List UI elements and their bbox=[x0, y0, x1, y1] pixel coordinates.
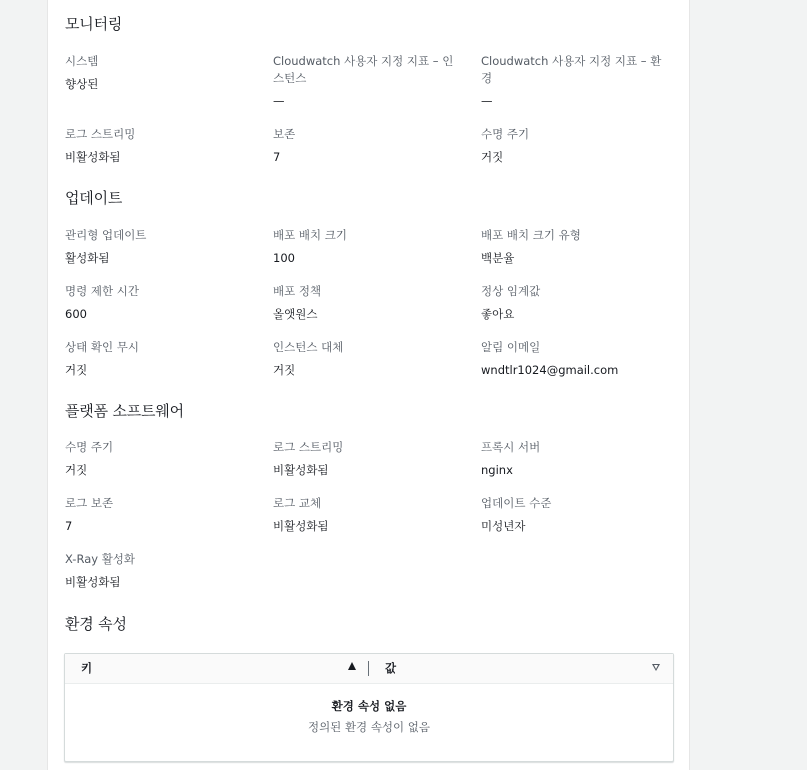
field-value: 비활성화됨 bbox=[273, 463, 329, 477]
field-monitoring-environment-metrics bbox=[481, 53, 671, 110]
field-value: 100 bbox=[273, 251, 295, 265]
field-monitoring-retention bbox=[273, 126, 463, 166]
field-value: 활성화됨 bbox=[65, 251, 110, 265]
field-label: Cloudwatch 사용자 지정 지표 – 인스턴스 bbox=[273, 54, 454, 85]
field-value: wndtlr1024@gmail.com bbox=[481, 363, 619, 377]
field-label: 시스템 bbox=[65, 54, 99, 68]
field-value: 비활성화됨 bbox=[65, 150, 121, 164]
field-label: 업데이트 수준 bbox=[481, 496, 552, 510]
field-label: 인스턴스 대체 bbox=[273, 340, 344, 354]
field-log-rotation bbox=[273, 495, 463, 535]
column-header-key[interactable]: 키 bbox=[81, 661, 93, 675]
field-value: 비활성화됨 bbox=[273, 519, 329, 533]
field-command-timeout bbox=[65, 283, 255, 323]
field-label: 로그 보존 bbox=[65, 496, 114, 510]
section-title-monitoring: 모니터링 bbox=[65, 15, 123, 33]
field-label: 배포 배치 크기 bbox=[273, 228, 347, 242]
field-value: 거짓 bbox=[65, 463, 88, 477]
empty-state-title: 환경 속성 없음 bbox=[331, 699, 407, 713]
field-label: 로그 스트리밍 bbox=[273, 440, 344, 454]
field-value: 거짓 bbox=[65, 363, 88, 377]
field-label: 보존 bbox=[273, 127, 296, 141]
field-value: — bbox=[273, 94, 285, 108]
field-value: 백분율 bbox=[481, 251, 515, 265]
section-title-environment-properties: 환경 속성 bbox=[65, 615, 127, 633]
sort-ascending-icon[interactable] bbox=[348, 662, 356, 670]
field-label: 로그 스트리밍 bbox=[65, 127, 136, 141]
field-label: 수명 주기 bbox=[65, 440, 114, 454]
field-label: 로그 교체 bbox=[273, 496, 322, 510]
field-label: 상태 확인 무시 bbox=[65, 340, 139, 354]
field-xray-enabled bbox=[65, 551, 255, 591]
field-value: 향상된 bbox=[65, 77, 99, 91]
field-value: 600 bbox=[65, 307, 87, 321]
field-label: Cloudwatch 사용자 지정 지표 – 환경 bbox=[481, 54, 662, 85]
field-label: X-Ray 활성화 bbox=[65, 552, 136, 566]
sort-descending-icon[interactable] bbox=[652, 664, 660, 671]
field-log-retention bbox=[65, 495, 255, 535]
field-monitoring-system bbox=[65, 53, 255, 93]
field-value: 비활성화됨 bbox=[65, 575, 121, 589]
field-value: — bbox=[481, 94, 493, 108]
field-monitoring-log-streaming bbox=[65, 126, 255, 166]
field-value: 거짓 bbox=[273, 363, 296, 377]
field-value: 미성년자 bbox=[481, 519, 526, 533]
field-deployment-batch-size-type bbox=[481, 227, 671, 267]
column-header-value[interactable]: 값 bbox=[385, 661, 397, 675]
field-value: 올앳원스 bbox=[273, 307, 318, 321]
field-label: 수명 주기 bbox=[481, 127, 530, 141]
environment-configuration-panel bbox=[47, 0, 690, 770]
field-update-level bbox=[481, 495, 671, 535]
field-value: nginx bbox=[481, 463, 513, 477]
field-label: 배포 배치 크기 유형 bbox=[481, 228, 581, 242]
field-label: 배포 정책 bbox=[273, 284, 322, 298]
section-title-platform-software: 플랫폼 소프트웨어 bbox=[65, 402, 184, 420]
field-value: 좋아요 bbox=[481, 307, 515, 321]
field-label: 알림 이메일 bbox=[481, 340, 541, 354]
field-label: 명령 제한 시간 bbox=[65, 284, 139, 298]
field-value: 7 bbox=[65, 519, 73, 533]
field-label: 프록시 서버 bbox=[481, 440, 541, 454]
table-header bbox=[65, 654, 673, 684]
field-label: 정상 임계값 bbox=[481, 284, 541, 298]
field-platform-log-streaming bbox=[273, 439, 463, 479]
column-resize-handle[interactable] bbox=[368, 661, 369, 676]
field-value: 거짓 bbox=[481, 150, 504, 164]
field-notification-email bbox=[481, 339, 671, 379]
field-ignore-health-check bbox=[65, 339, 255, 379]
field-deployment-batch-size bbox=[273, 227, 463, 267]
field-platform-lifecycle bbox=[65, 439, 255, 479]
field-managed-updates bbox=[65, 227, 255, 267]
field-monitoring-lifecycle bbox=[481, 126, 671, 166]
field-proxy-server bbox=[481, 439, 671, 479]
field-value: 7 bbox=[273, 150, 281, 164]
field-healthy-threshold bbox=[481, 283, 671, 323]
field-deployment-policy bbox=[273, 283, 463, 323]
section-title-updates: 업데이트 bbox=[65, 189, 123, 207]
field-instance-replacement bbox=[273, 339, 463, 379]
empty-state-subtitle: 정의된 환경 속성이 없음 bbox=[307, 720, 431, 734]
field-monitoring-instance-metrics bbox=[273, 53, 463, 110]
field-label: 관리형 업데이트 bbox=[65, 228, 147, 242]
environment-properties-table bbox=[64, 653, 674, 762]
